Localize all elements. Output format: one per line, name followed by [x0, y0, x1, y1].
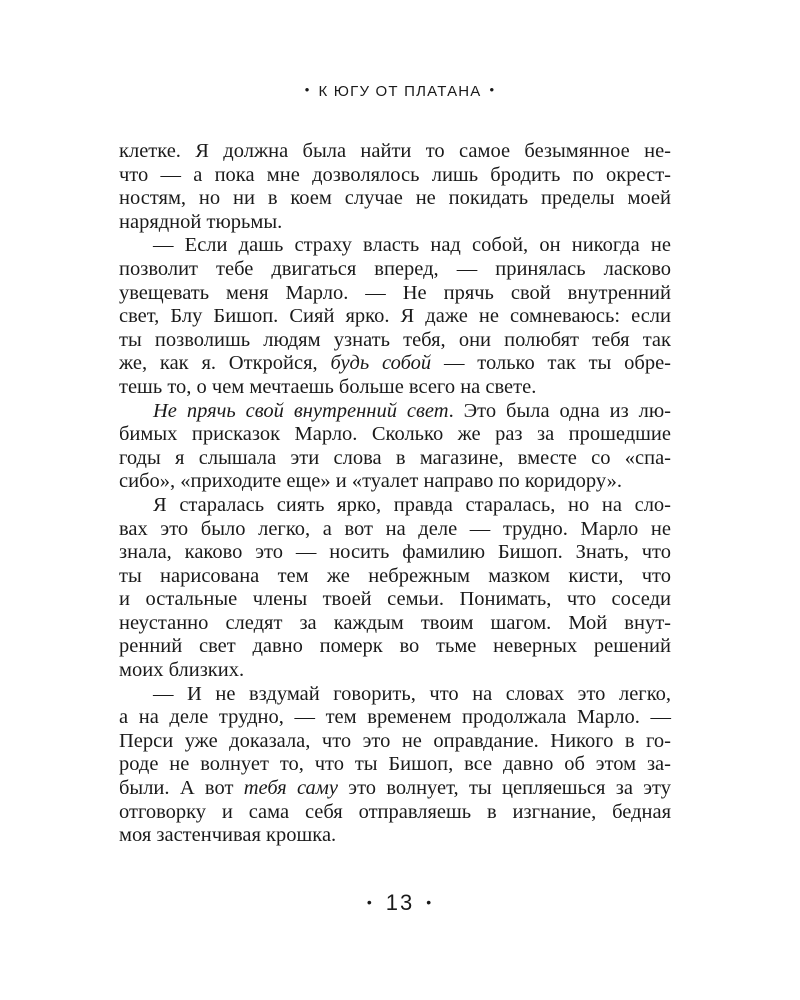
text-line: увещевать меня Марло. — Не прячь свой внутренний [119, 281, 671, 304]
text-line: моих близких. [119, 659, 245, 682]
text-line: ренний свет давно померк во тьме неверных решений [119, 635, 671, 658]
text-line: Перси уже доказала, что это не оправдание. Никого в го- [119, 729, 671, 752]
text-line: — И не вздумай говорить, что на словах это легко, [153, 682, 671, 705]
italic-emphasis: тебя саму [243, 777, 338, 800]
text-line: позволит тебе двигаться вперед, — принялась ласково [119, 257, 671, 280]
text-line: Не прячь свой внутренний свет. Это была одна из лю- [153, 399, 671, 422]
text-line: годы я слышала эти слова в магазине, вместе со «спа- [119, 446, 671, 469]
text-line: тешь то, о чем мечтаешь больше всего на свете. [119, 375, 537, 398]
text-line: вах это было легко, а вот на деле — трудно. Марло не [119, 517, 671, 540]
text-line: ты позволишь людям узнать тебя, они полюбят тебя так [119, 328, 671, 351]
text-line: Я старалась сиять ярко, правда старалась, но на сло- [153, 493, 671, 516]
text-line: клетке. Я должна была найти то самое безымянное не- [119, 140, 671, 162]
text-line: же, как я. Откройся, будь собой — только так ты обре- [119, 352, 671, 375]
page-number: 13 [385, 890, 415, 915]
text-line: отговорку и сама себя отправляешь в изгнание, бедная [119, 800, 671, 823]
running-title: К ЮГУ ОТ ПЛАТАНА [318, 83, 482, 100]
page-footer [0, 890, 800, 916]
header-bullet-left: • [304, 82, 311, 97]
body-text [119, 140, 671, 848]
italic-emphasis: Не прячь свой внутренний свет [153, 399, 449, 422]
text-line: свет, Блу Бишоп. Сияй ярко. Я даже не сомневаюсь: если [119, 305, 671, 328]
text-line: бимых присказок Марло. Сколько же раз за прошедшие [119, 423, 671, 446]
text-line: нарядной тюрьмы. [119, 210, 283, 233]
text-line: были. А вот тебя саму это волнует, ты цепляешься за эту [119, 777, 671, 800]
text-line: моя застенчивая крошка. [119, 824, 337, 847]
running-header [0, 82, 800, 100]
folio-bullet-left: • [366, 894, 374, 910]
text-line: ты нарисована тем же небрежным мазком кисти, что [119, 564, 671, 587]
italic-emphasis: будь собой [330, 352, 432, 375]
text-line: неустанно следят за каждым твоим шагом. Мой внут- [119, 611, 671, 634]
text-line: сибо», «приходите еще» и «туалет направо по коридору». [119, 470, 623, 493]
text-line: а на деле трудно, — тем временем продолжала Марло. — [119, 706, 671, 729]
text-line: — Если дашь страху власть над собой, он никогда не [153, 234, 671, 257]
text-line: что — а пока мне дозволялось лишь бродить по окрест- [119, 163, 671, 186]
text-line: знала, каково это — носить фамилию Бишоп. Знать, что [119, 541, 671, 564]
text-line: ностям, но ни в коем случае не покидать пределы моей [119, 187, 671, 210]
text-line: роде не волнует то, что ты Бишоп, все давно об этом за- [119, 753, 671, 776]
text-line: и остальные члены твоей семьи. Понимать, что соседи [119, 588, 671, 611]
header-bullet-right: • [489, 82, 496, 97]
folio-bullet-right: • [426, 894, 434, 910]
